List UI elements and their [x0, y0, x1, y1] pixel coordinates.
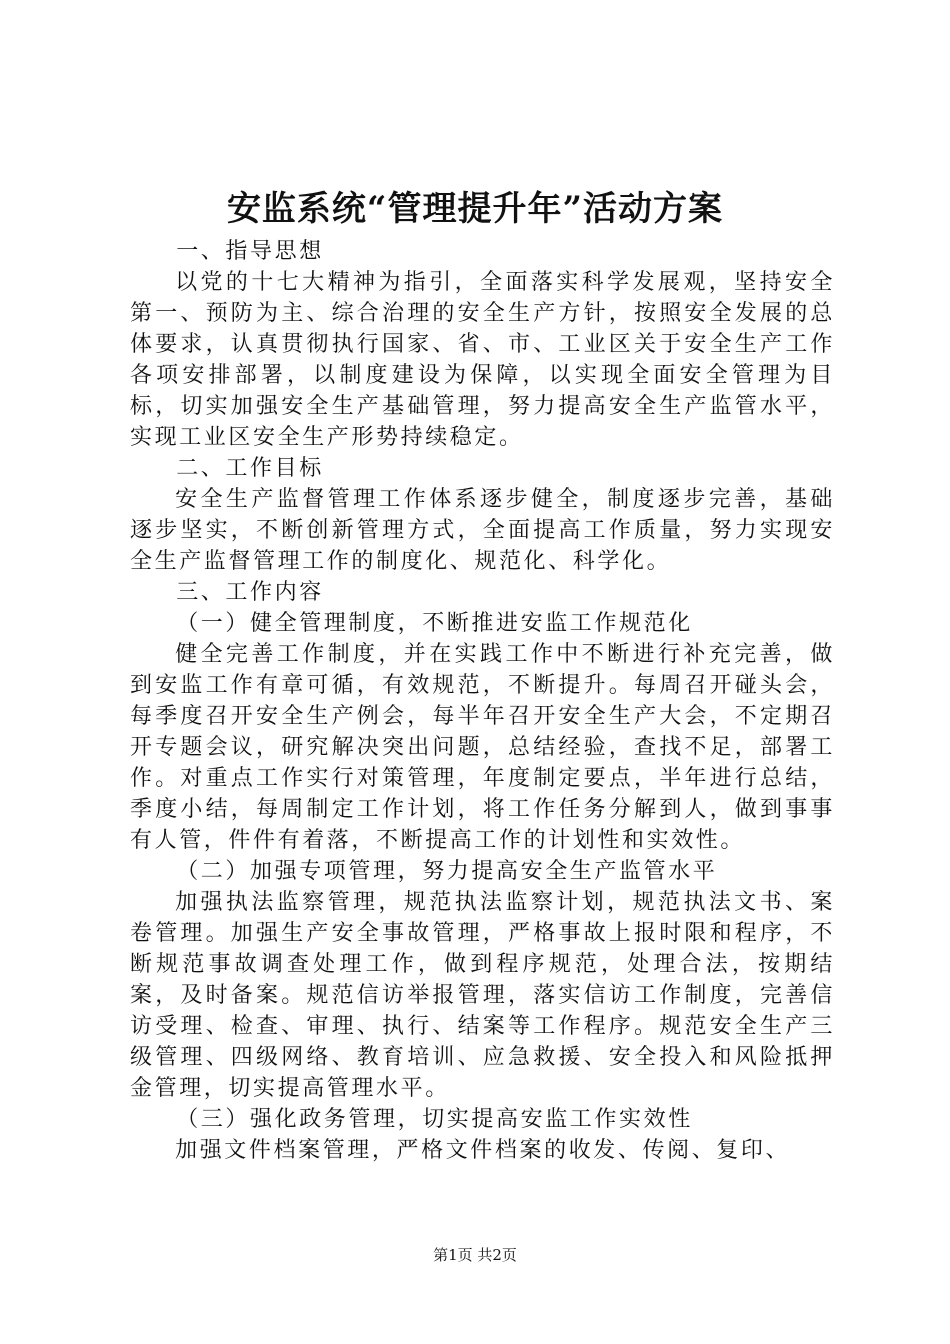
- paragraph-management-system: 健全完善工作制度，并在实践工作中不断进行补充完善，做到安监工作有章可循，有效规范，不断提升。每周召开碰头会，每季度召开安全生产例会，每半年召开安全生产大会，不定期召开专题会议，研究解决突出问题，总结经验，查找不足，部署工作。对重点工作实行对策管理，年度制定要点，半年进行总结，季度小结，每周制定工作计划，将工作任务分解到人，做到事事有人管，件件有着落，不断提高工作的计划性和实效性。: [130, 642, 835, 853]
- subheading-government-affairs: （三）强化政务管理，切实提高安监工作实效性: [176, 1107, 693, 1132]
- section-heading-work-content: 三、工作内容: [176, 580, 324, 605]
- document-title: 安监系统“管理提升年”活动方案: [226, 189, 724, 229]
- section-heading-guiding-ideology: 一、指导思想: [176, 239, 324, 264]
- paragraph-guiding-ideology: 以党的十七大精神为指引，全面落实科学发展观，坚持安全第一、预防为主、综合治理的安全生产方针，按照安全发展的总体要求，认真贯彻执行国家、省、市、工业区关于安全生产工作各项安排部署，以制度建设为保障，以实现全面安全管理为目标，切实加强安全生产基础管理，努力提高安全生产监管水平，实现工业区安全生产形势持续稳定。: [130, 270, 835, 450]
- subheading-management-system: （一）健全管理制度，不断推进安监工作规范化: [176, 611, 693, 636]
- document-body: [130, 236, 835, 1166]
- paragraph-work-goals: 安全生产监督管理工作体系逐步健全，制度逐步完善，基础逐步坚实，不断创新管理方式，全面提高工作质量，努力实现安全生产监督管理工作的制度化、规范化、科学化。: [130, 487, 835, 574]
- section-heading-work-goals: 二、工作目标: [176, 456, 324, 481]
- paragraph-special-management: 加强执法监察管理，规范执法监察计划，规范执法文书、案卷管理。加强生产安全事故管理，严格事故上报时限和程序，不断规范事故调查处理工作，做到程序规范，处理合法，按期结案，及时备案。规范信访举报管理，落实信访工作制度，完善信访受理、检查、审理、执行、结案等工作程序。规范安全生产三级管理、四级网络、教育培训、应急救援、安全投入和风险抵押金管理，切实提高管理水平。: [130, 890, 835, 1101]
- paragraph-government-affairs: 加强文件档案管理，严格文件档案的收发、传阅、复印、: [175, 1138, 791, 1163]
- subheading-special-management: （二）加强专项管理，努力提高安全生产监管水平: [176, 859, 718, 884]
- page-footer: 第1页 共2页: [433, 1246, 517, 1264]
